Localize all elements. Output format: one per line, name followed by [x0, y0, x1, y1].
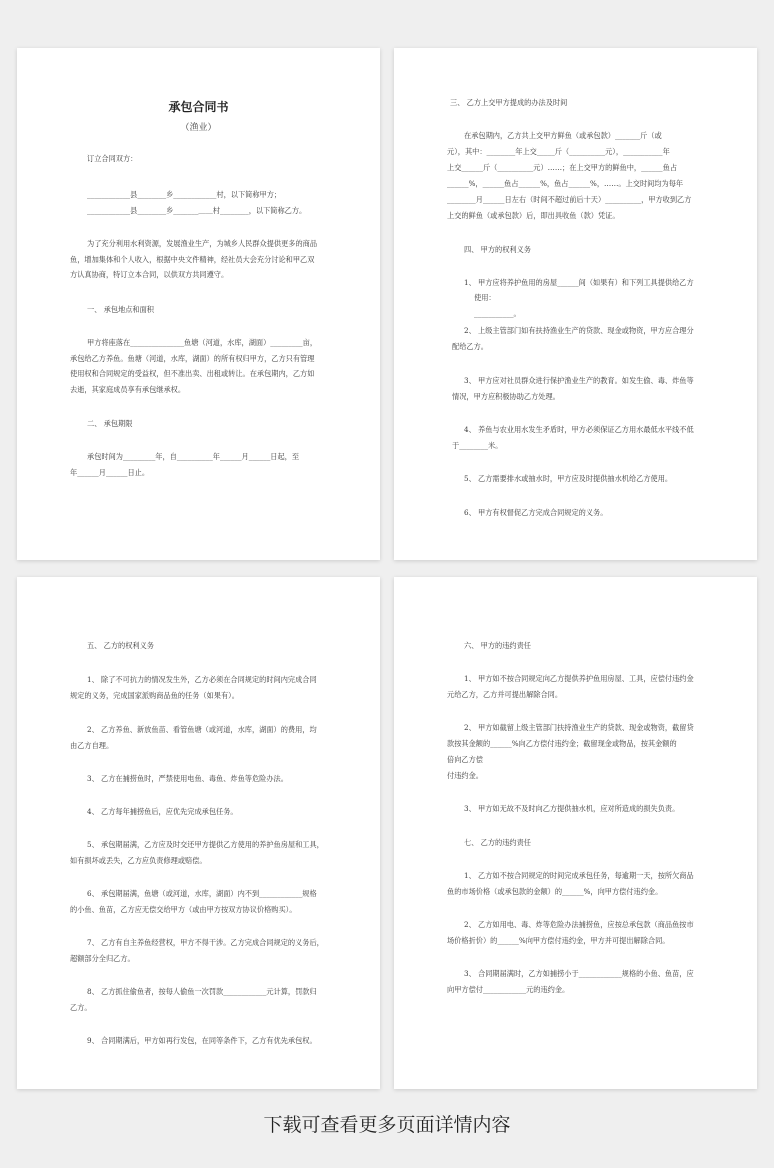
text-line: 使用权和合同规定的受益权，但不准出卖、出租或转让。在承包期内，乙方如	[70, 369, 315, 378]
section-heading: 五、 乙方的权利义务	[87, 641, 154, 650]
text-line: 在承包期内，乙方共上交甲方鲜鱼（或承包款）_______斤（或	[464, 131, 662, 140]
text-line: 3、 甲方应对社员群众进行保护渔业生产的教育。如发生偷、毒、炸鱼等	[464, 376, 694, 385]
text-line: 5、 承包期届满，乙方应及时交还甲方提供乙方使用的养护鱼房屋和工具，	[87, 840, 324, 849]
text-line: 付违约金。	[447, 771, 483, 780]
text-line: 9、 合同期满后，甲方如再行发包，在同等条件下，乙方有优先承包权。	[87, 1036, 317, 1045]
text-line: 年______月______日止。	[70, 468, 150, 477]
text-line: ___________。	[474, 309, 521, 318]
page-title: 承包合同书	[168, 100, 229, 114]
text-line: 为了充分利用水利资源，发展渔业生产，为城乡人民群众提供更多的商品	[87, 239, 318, 248]
text-line: 去逝，其家庭成员享有承包继承权。	[70, 385, 186, 394]
section-heading: 六、 甲方的违约责任	[464, 641, 531, 650]
text-line: 元给乙方，乙方并可提出解除合同。	[447, 690, 563, 699]
text-line: ____________县________乡_______＿＿村________，以下简称乙方。	[87, 206, 307, 215]
text-line: 承包时间为_________年，自__________年______月______日起，至	[87, 452, 300, 461]
text-line: 场价格折价）的______%向甲方偿付违约金，甲方并可提出解除合同。	[447, 936, 670, 945]
text-line: 1、 除了不可抗力的情况发生外，乙方必须在合同规定的时间内完成合同	[87, 675, 317, 684]
text-line: 承包给乙方养鱼。鱼塘（河道，水库，湖面）的所有权归甲方，乙方只有管理	[70, 354, 315, 363]
text-line: 使用：	[474, 293, 496, 302]
text-line: 的小鱼、鱼苗，乙方应无偿交给甲方（或由甲方按双方协议价格购买）。	[70, 905, 297, 914]
text-line: 甲方将座落在_______________鱼塘（河道，水库，湖面）_________亩，	[87, 338, 318, 347]
text-line: 配给乙方。	[452, 342, 488, 351]
text-line: ______%，______鱼占______%，鱼占______%，……。上交时间均为每年	[447, 179, 684, 188]
text-line: 上交的鲜鱼（或承包款）后，即出具收鱼（款）凭证。	[447, 211, 620, 220]
section-heading: 二、 承包期限	[87, 419, 133, 428]
text-line: ____________县________乡____________村，以下简称甲方；	[87, 190, 282, 199]
text-line: 鱼的市场价格（或承包款的金额）的______%，向甲方偿付违约金。	[447, 887, 663, 896]
text-line: 方认真协商，特订立本合同，以供双方共同遵守。	[70, 270, 229, 279]
text-line: 1、 甲方应将养护鱼用的房屋______间（如果有）和下列工具提供给乙方	[464, 278, 694, 287]
text-line: 元），其中：________年上交_____斤（__________元），___________年	[447, 147, 670, 156]
text-line: 2、 乙方如用电、毒、炸等危险办法捕捞鱼，应按总承包款（商品鱼按市	[464, 920, 694, 929]
document-page-2	[394, 48, 757, 560]
text-line: 如有损坏或丢失，乙方应负责修理或赔偿。	[70, 856, 207, 865]
text-line: 由乙方自理。	[70, 741, 114, 750]
text-line: ________月______日左右（时间不超过前后十天）__________，甲方收到乙方	[447, 195, 692, 204]
text-line: 鱼，增加集体和个人收入，根据中央文件精神，经社员大会充分讨论和甲乙双	[70, 255, 315, 264]
document-page-1	[17, 48, 380, 560]
text-line: 3、 乙方在捕捞鱼时，严禁使用电鱼、毒鱼、炸鱼等危险办法。	[87, 774, 288, 783]
text-line: 6、 甲方有权督促乙方完成合同规定的义务。	[464, 508, 608, 517]
text-line: 2、 甲方如截留上级主管部门扶持渔业生产的贷款、现金或物资，截留贷	[464, 723, 694, 732]
text-line: 3、 合同期届满时，乙方如捕捞小于____________规格的小鱼、鱼苗，应	[464, 969, 694, 978]
section-heading: 三、 乙方上交甲方提成的办法及时间	[450, 98, 568, 107]
section-heading: 四、 甲方的权利义务	[464, 245, 531, 254]
text-line: 规定的义务，完成国家派购商品鱼的任务（如果有）。	[70, 691, 239, 700]
text-line: 情况，甲方应积极协助乙方处理。	[452, 392, 560, 401]
text-line: 5、 乙方需要排水或抽水时，甲方应及时提供抽水机给乙方使用。	[464, 474, 673, 483]
text-line: 乙方。	[70, 1003, 92, 1012]
text-line: 订立合同双方：	[87, 154, 138, 163]
page-subtitle: （渔业）	[180, 123, 217, 133]
section-heading: 七、 乙方的违约责任	[464, 838, 531, 847]
text-line: 上交______斤（__________元）……；在上交甲方的鲜鱼中，______鱼占	[447, 163, 678, 172]
text-line: 超额部分全归乙方。	[70, 954, 135, 963]
text-line: 7、 乙方有自主养鱼经营权，甲方不得干涉。乙方完成合同规定的义务后，	[87, 938, 324, 947]
text-line: 于________米。	[452, 441, 503, 450]
document-page-4	[394, 577, 757, 1089]
text-line: 倍向乙方偿	[447, 755, 483, 764]
download-more-caption: 下载可查看更多页面详情内容	[263, 1114, 511, 1136]
document-page-3	[17, 577, 380, 1089]
text-line: 1、 乙方如不按合同规定的时间完成承包任务，每逾期一天，按所欠商品	[464, 871, 694, 880]
text-line: 4、 乙方每年捕捞鱼后，应优先完成承包任务。	[87, 807, 238, 816]
text-line: 3、 甲方如无故不及时向乙方提供抽水机，应对所造成的损失负责。	[464, 804, 680, 813]
text-line: 8、 乙方抓住偷鱼者，按每人偷鱼一次罚款____________元计算，罚款归	[87, 987, 317, 996]
text-line: 2、 上级主管部门如有扶持渔业生产的贷款、现金或物资，甲方应合理分	[464, 326, 694, 335]
text-line: 6、 承包期届满，鱼塘（或河道，水库，湖面）内不到____________规格	[87, 889, 317, 898]
text-line: 1、 甲方如不按合同规定向乙方提供养护鱼用房屋、工具，应偿付违约金	[464, 674, 694, 683]
text-line: 2、 乙方养鱼、新放鱼苗、看管鱼塘（或河道，水库，湖面）的费用，均	[87, 725, 317, 734]
text-line: 向甲方偿付____________元的违约金。	[447, 985, 570, 994]
section-heading: 一、 承包地点和面积	[87, 305, 154, 314]
text-line: 4、 养鱼与农业用水发生矛盾时，甲方必须保证乙方用水最低水平线不低	[464, 425, 694, 434]
text-line: 款按其金额的______%向乙方偿付违约金；截留现金或物品，按其金额的	[447, 739, 677, 748]
